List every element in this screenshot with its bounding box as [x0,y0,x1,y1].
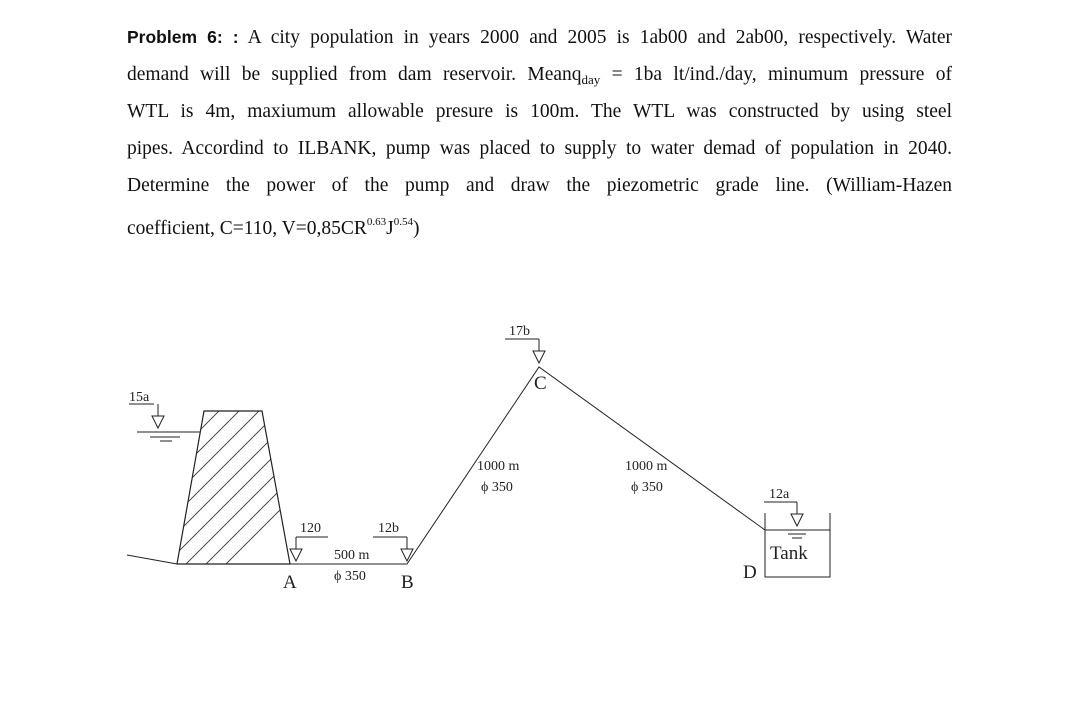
point-b-label: B [401,572,414,593]
point-b-marker [373,521,414,593]
problem-text-6a: coefficient, C=110, V=0,85CR [127,218,367,239]
problem-lead: Problem 6: : [127,27,239,47]
point-c-label: C [534,373,547,394]
point-c-level: 17b [509,324,530,339]
pipeline [290,367,765,564]
pipe-ab-diameter: ϕ 350 [334,569,366,584]
dam [0,400,390,600]
pipe-cd-diameter: ϕ 350 [631,480,663,495]
point-d-label: D [743,562,757,583]
point-a-level: 120 [300,521,321,536]
reservoir-level-label: 15a [129,390,150,405]
problem-line-5: Determine the power of the pump and draw the piezometric grade line. (William-Hazen [127,175,952,196]
exponent-r: 0.63 [366,216,387,228]
pipe-ab-length: 500 m [334,548,370,563]
problem-text-2a: demand will be supplied from dam reservoir. Meanq [127,64,582,85]
reservoir-water-level [129,390,200,441]
ground-line [127,555,177,564]
problem-text-1: A city population in years 2000 and 2005 is 1ab00 and 2ab00, respectively. Water [238,27,952,48]
problem-text-6-j: J [386,218,394,239]
tank-level-label: 12a [769,487,790,502]
problem-line-4: pipes. Accordind to ILBANK, pump was placed to supply to water demad of population in 2040. [127,138,952,159]
problem-text-2b: = 1ba lt/ind./day, minumum pressure of [600,64,952,85]
problem-line-3: WTL is 4m, maxiumum allowable presure is 100m. The WTL was constructed by using steel [127,101,952,122]
pipe-bc-length: 1000 m [477,459,520,474]
problem-text-6b: ) [413,218,420,239]
exponent-j: 0.54 [393,216,413,228]
tank-label: Tank [770,543,808,564]
tank [743,487,830,583]
pipe-bc-diameter: ϕ 350 [481,480,513,495]
pipe-cd-length: 1000 m [625,459,668,474]
point-c-marker [505,324,547,394]
q-day-subscript: day [581,72,601,87]
point-a-label: A [283,572,297,593]
point-a-marker [283,521,328,593]
point-b-level: 12b [378,521,399,536]
